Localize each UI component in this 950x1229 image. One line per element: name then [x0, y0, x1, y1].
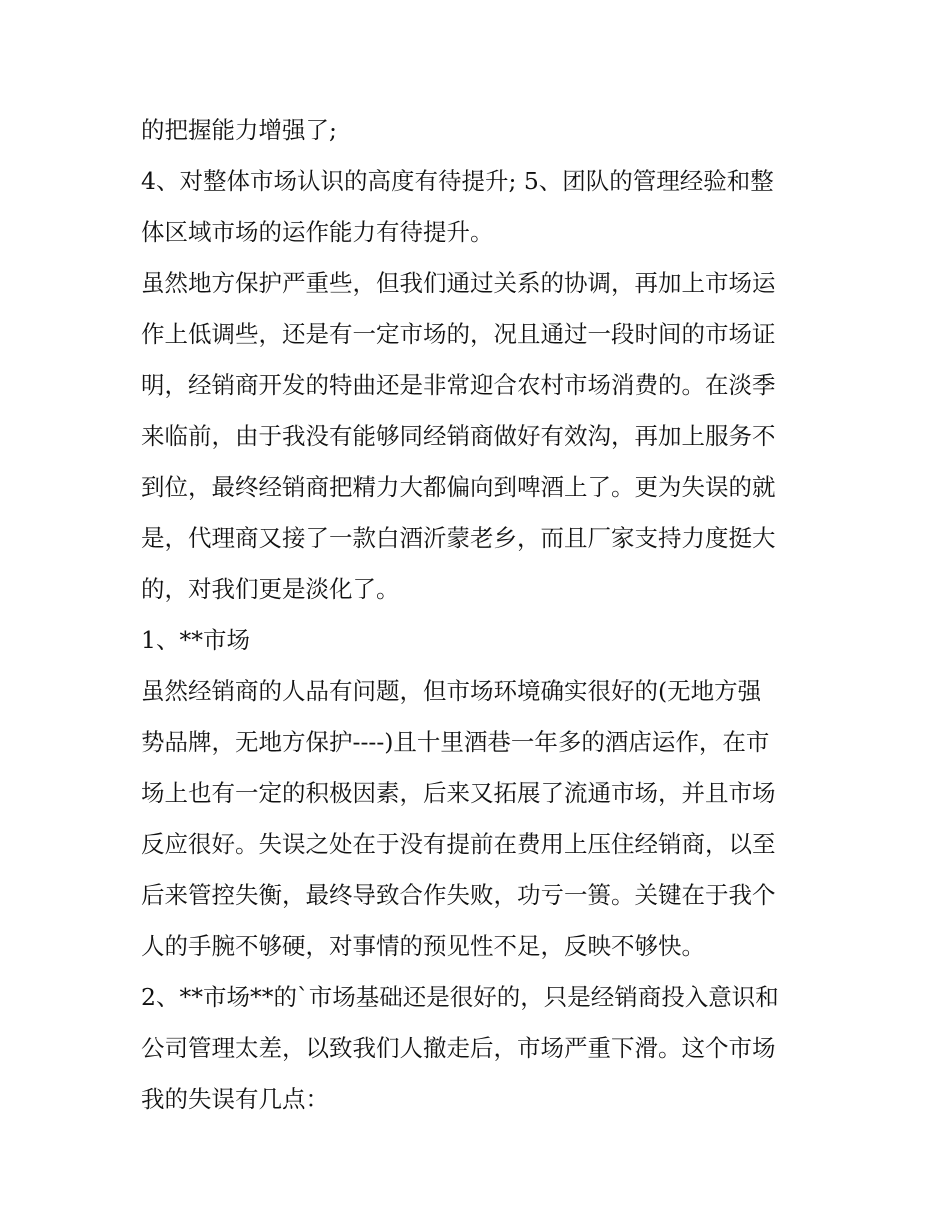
text-line: 人的手腕不够硬，对事情的预见性不足，反映不够快。	[141, 932, 705, 960]
text-line: 势品牌，无地方保护----)且十里酒巷一年多的酒店运作，在市	[141, 728, 770, 756]
text-line: 体区域市场的运作能力有待提升。	[141, 218, 494, 246]
document-body	[141, 105, 821, 1125]
text-line: 2、**市场**的`市场基础还是很好的，只是经销商投入意识和	[141, 983, 779, 1011]
text-line: 虽然地方保护严重些，但我们通过关系的协调，再加上市场运	[141, 269, 776, 297]
text-line: 我的失误有几点：	[141, 1085, 329, 1113]
text-line: 虽然经销商的人品有问题，但市场环境确实很好的(无地方强	[141, 677, 762, 705]
text-line: 场上也有一定的积极因素，后来又拓展了流通市场，并且市场	[141, 779, 776, 807]
text-line: 明，经销商开发的特曲还是非常迎合农村市场消费的。在淡季	[141, 371, 776, 399]
text-line: 反应很好。失误之处在于没有提前在费用上压住经销商，以至	[141, 830, 776, 858]
section-heading: 1、**市场	[141, 626, 250, 654]
text-line: 作上低调些，还是有一定市场的，况且通过一段时间的市场证	[141, 320, 776, 348]
text-line: 是，代理商又接了一款白酒沂蒙老乡，而且厂家支持力度挺大	[141, 524, 776, 552]
text-line: 后来管控失衡，最终导致合作失败，功亏一篑。关键在于我个	[141, 881, 776, 909]
text-line: 到位，最终经销商把精力大都偏向到啤酒上了。更为失误的就	[141, 473, 776, 501]
text-line: 4、对整体市场认识的高度有待提升; 5、团队的管理经验和整	[141, 167, 774, 195]
text-line: 公司管理太差，以致我们人撤走后，市场严重下滑。这个市场	[141, 1034, 776, 1062]
text-line: 的把握能力增强了;	[141, 116, 337, 144]
text-line: 的，对我们更是淡化了。	[141, 575, 400, 603]
text-line: 来临前，由于我没有能够同经销商做好有效沟，再加上服务不	[141, 422, 776, 450]
